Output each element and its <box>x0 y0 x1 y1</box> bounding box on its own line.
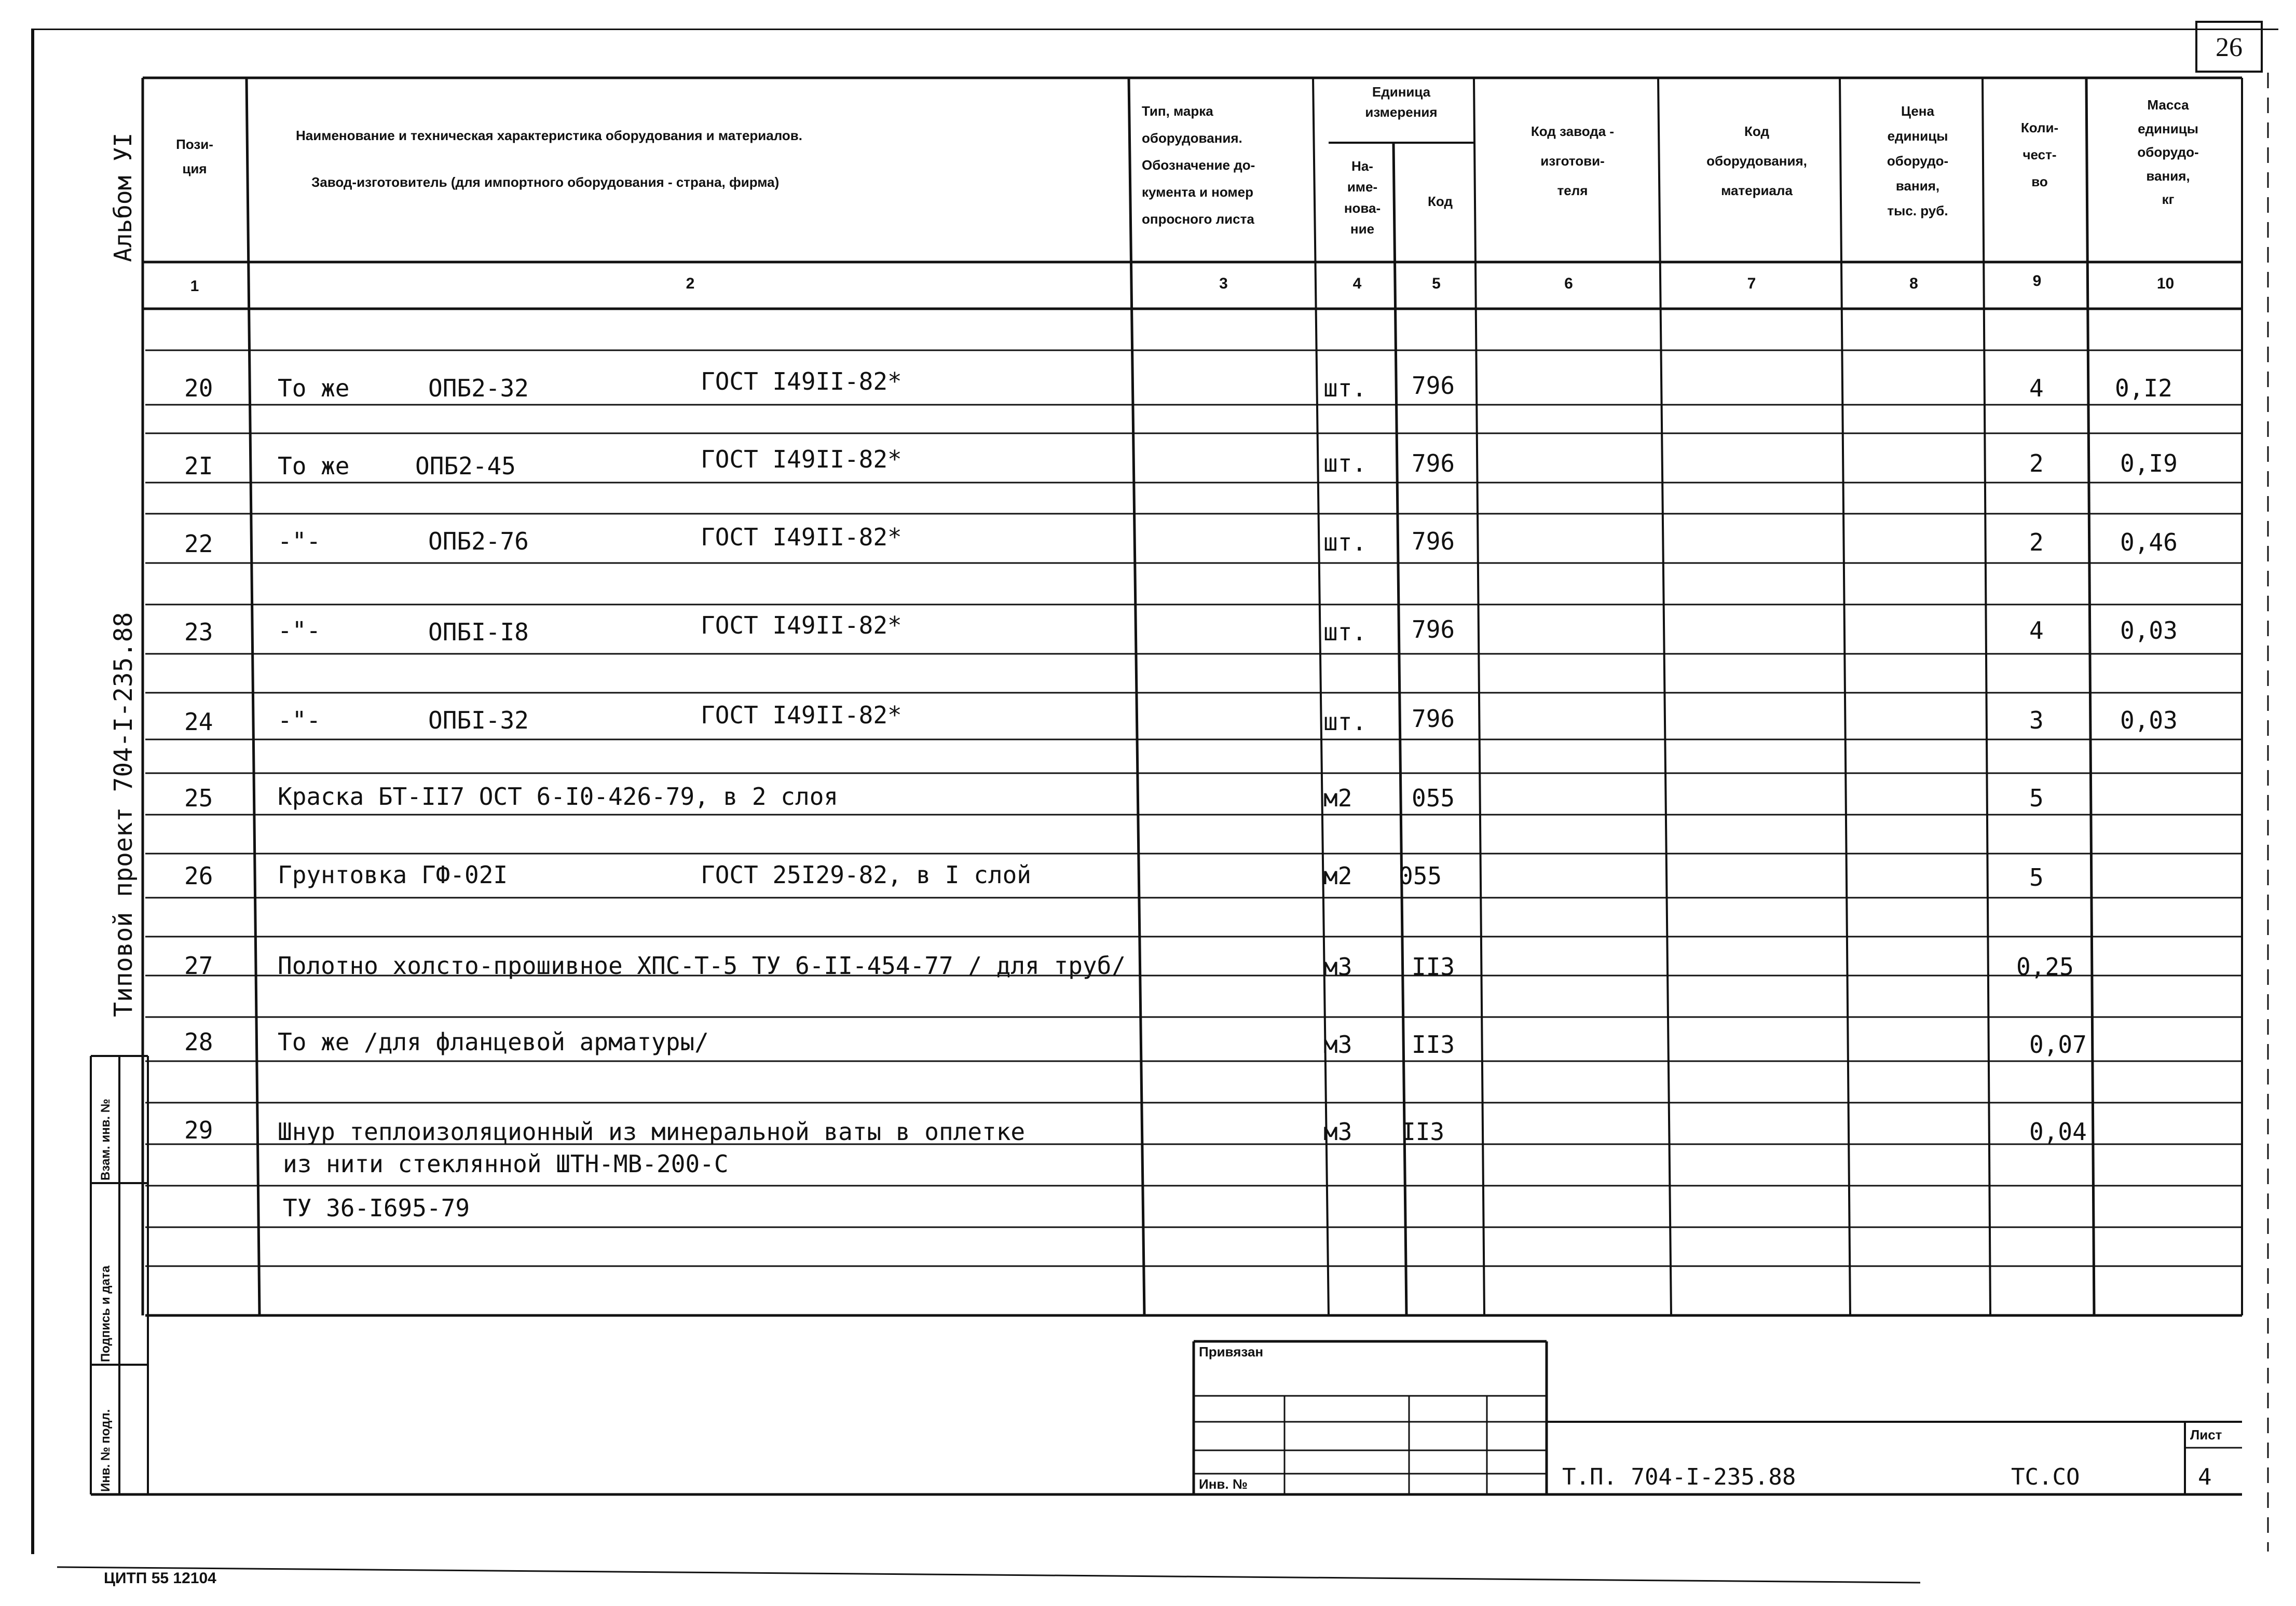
row-21-unit: шт. <box>1323 449 1367 477</box>
header-position: Пози- ция <box>176 136 213 176</box>
stamp-sheet-number: 4 <box>2198 1464 2212 1490</box>
row-23-mark: ОПБI-I8 <box>428 618 529 646</box>
row-25-code: 055 <box>1412 784 1455 812</box>
row-24-mark: ОПБI-32 <box>428 706 529 734</box>
row-23-unit: шт. <box>1323 618 1367 646</box>
row-29-name: Шнур теплоизоляционный из минеральной ваты в оплетке <box>278 1118 1026 1146</box>
row-29-code: II3 <box>1401 1118 1445 1146</box>
row-29-qty: 0,04 <box>2029 1118 2087 1146</box>
row-24-mass: 0,03 <box>2120 706 2178 734</box>
header-unit-name: На- име- нова- ние <box>1344 158 1381 237</box>
header-unit-code: Код <box>1428 194 1453 209</box>
header-type: Тип, марка оборудования. Обозначение до- кумента и номер опросного листа <box>1142 103 1255 227</box>
header-factory-code: Код завода - изготови- теля <box>1530 123 1615 199</box>
row-22-qty: 2 <box>2029 528 2044 556</box>
row-28-pos: 28 <box>184 1028 213 1056</box>
row-25-unit: м2 <box>1323 784 1352 812</box>
row-23-code: 796 <box>1412 615 1455 643</box>
row-29-unit: м3 <box>1323 1118 1352 1146</box>
row-22-mass: 0,46 <box>2120 528 2178 556</box>
row-22-unit: шт. <box>1323 528 1367 556</box>
project-label: Типовой проект 704-I-235.88 <box>109 612 138 1017</box>
header-name-line2: Завод-изготовитель (для импортного оборудования - страна, фирма) <box>311 174 780 190</box>
row-21-qty: 2 <box>2029 449 2044 477</box>
row-20-pos: 20 <box>184 374 213 402</box>
replacement-inv-label: Взам. инв. № <box>99 1099 113 1181</box>
row-27-pos: 27 <box>184 952 213 980</box>
row-23-mass: 0,03 <box>2120 616 2178 644</box>
row-25-name: Краска БТ-II7 ОСТ 6-I0-426-79, в 2 слоя <box>278 783 839 811</box>
row-24-name: -"- <box>278 706 321 734</box>
row-24-unit: шт. <box>1323 708 1367 736</box>
header-name-line1: Наименование и техническая характеристика оборудования и материалов. <box>296 128 803 143</box>
stamp-inv-label: Инв. № <box>1199 1476 1248 1492</box>
footer-code: ЦИТП 55 12104 <box>104 1570 216 1587</box>
colnum-2: 2 <box>686 275 695 292</box>
signature-date-label: Подпись и дата <box>99 1266 113 1362</box>
row-21-pos: 2I <box>184 452 213 480</box>
row-27-unit: м3 <box>1323 953 1352 981</box>
row-26-pos: 26 <box>184 862 213 890</box>
row-23-qty: 4 <box>2029 616 2044 644</box>
colnum-10: 10 <box>2156 275 2175 292</box>
row-23-pos: 23 <box>184 618 213 646</box>
row-20-unit: шт. <box>1323 374 1367 402</box>
stamp-sheet-label: Лист <box>2190 1427 2222 1443</box>
colnum-1: 1 <box>190 278 199 295</box>
album-label: Альбом УI <box>109 132 137 262</box>
row-24-code: 796 <box>1412 705 1455 733</box>
row-25-qty: 5 <box>2029 784 2044 812</box>
colnum-5: 5 <box>1432 275 1441 292</box>
row-20-mass: 0,I2 <box>2115 374 2172 402</box>
row-27-code: II3 <box>1412 953 1455 981</box>
row-28-qty: 0,07 <box>2029 1031 2087 1059</box>
row-21-code: 796 <box>1412 449 1455 477</box>
colnum-3: 3 <box>1219 275 1228 292</box>
row-29-name-line3: ТУ 36-I695-79 <box>283 1194 470 1222</box>
row-28-code: II3 <box>1412 1031 1455 1059</box>
header-price: Цена единицы оборудо- вания, тыс. руб. <box>1887 103 1949 219</box>
header-quantity: Коли- чест- во <box>2020 120 2059 189</box>
row-20-name: То же <box>278 374 350 402</box>
row-20-std: ГОСТ I49II-82* <box>701 367 902 395</box>
row-24-pos: 24 <box>184 708 213 736</box>
colnum-7: 7 <box>1747 275 1756 292</box>
row-26-unit: м2 <box>1323 862 1352 890</box>
colnum-6: 6 <box>1564 275 1573 292</box>
header-equipment-code: Код оборудования, материала <box>1706 123 1807 199</box>
row-22-name: -"- <box>278 527 321 555</box>
colnum-8: 8 <box>1909 275 1918 292</box>
row-29-name-line2: из нити стеклянной ШТН-МВ-200-С <box>283 1150 729 1178</box>
colnum-9: 9 <box>2032 272 2042 290</box>
row-21-mark: ОПБ2-45 <box>415 452 516 480</box>
row-24-qty: 3 <box>2029 706 2044 734</box>
original-inv-label: Инв. № подл. <box>99 1409 113 1492</box>
stamp-doc-code: Т.П. 704-I-235.88 <box>1562 1464 1796 1490</box>
row-22-mark: ОПБ2-76 <box>428 527 529 555</box>
row-22-std: ГОСТ I49II-82* <box>701 523 902 551</box>
sheet-number-top: 26 <box>2195 21 2263 73</box>
stamp-set: ТС.СО <box>2011 1464 2080 1490</box>
row-21-name: То же <box>278 452 350 480</box>
row-26-qty: 5 <box>2029 863 2044 891</box>
row-20-qty: 4 <box>2029 374 2044 402</box>
row-20-mark: ОПБ2-32 <box>428 374 529 402</box>
row-23-name: -"- <box>278 616 321 644</box>
row-28-name: То же /для фланцевой арматуры/ <box>278 1028 709 1056</box>
header-unit-group: Единица измерения <box>1365 84 1438 120</box>
row-26-code: 055 <box>1399 862 1442 890</box>
row-27-qty: 0,25 <box>2016 953 2074 981</box>
row-28-unit: м3 <box>1323 1031 1352 1059</box>
header-mass: Масса единицы оборудо- вания, кг <box>2137 97 2199 207</box>
row-21-mass: 0,I9 <box>2120 449 2178 477</box>
stamp-bound-label: Привязан <box>1199 1344 1264 1360</box>
row-25-pos: 25 <box>184 784 213 812</box>
row-24-std: ГОСТ I49II-82* <box>701 701 902 729</box>
row-26-name: Грунтовка ГФ-02I <box>278 861 508 889</box>
row-20-code: 796 <box>1412 372 1455 400</box>
row-29-pos: 29 <box>184 1116 213 1144</box>
colnum-4: 4 <box>1352 275 1362 292</box>
row-22-pos: 22 <box>184 530 213 558</box>
row-26-std: ГОСТ 25I29-82, в I слой <box>701 861 1031 889</box>
row-23-std: ГОСТ I49II-82* <box>701 611 902 639</box>
row-21-std: ГОСТ I49II-82* <box>701 445 902 473</box>
row-27-name: Полотно холсто-прошивное ХПС-Т-5 ТУ 6-II-454-77 / для труб/ <box>278 952 1126 980</box>
row-22-code: 796 <box>1412 527 1455 555</box>
